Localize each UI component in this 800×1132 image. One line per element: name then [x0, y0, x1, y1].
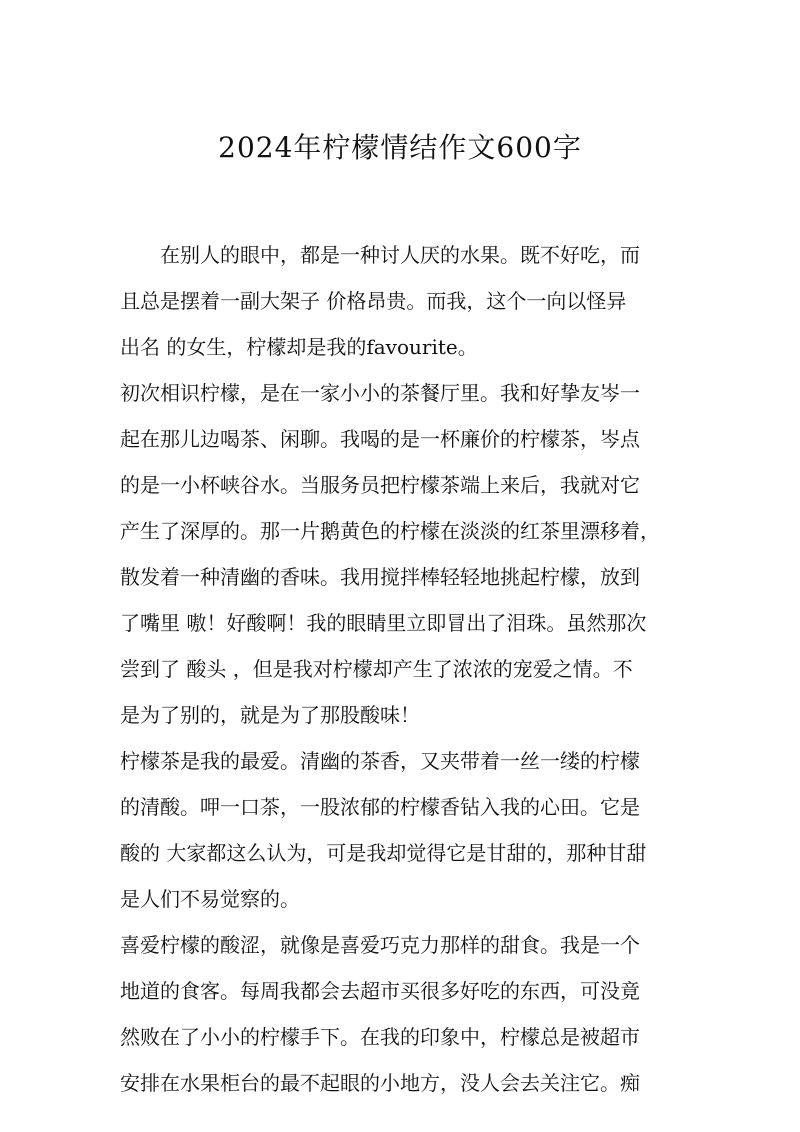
text-line: 然败在了小小的柠檬手下。在我的印象中，柠檬总是被超市 — [120, 1025, 640, 1049]
text-line: 的清酸。呷一口茶，一股浓郁的柠檬香钻入我的心田。它是 — [120, 795, 640, 819]
text-line: 是为了别的，就是为了那股酸味！ — [120, 703, 420, 727]
text-line: 的是一小杯峡谷水。当服务员把柠檬茶端上来后，我就对它 — [120, 473, 640, 497]
text-line: 出名 的女生，柠檬却是我的favourite。 — [120, 335, 478, 359]
document-body — [120, 232, 686, 1106]
text-line: 初次相识柠檬，是在一家小小的茶餐厅里。我和好挚友岑一 — [120, 381, 640, 405]
text-line: 散发着一种清幽的香味。我用搅拌棒轻轻地挑起柠檬，放到 — [120, 565, 640, 589]
text-line: 起在那儿边喝茶、闲聊。我喝的是一杯廉价的柠檬茶，岑点 — [120, 427, 640, 451]
text-line: 酸的 大家都这么认为，可是我却觉得它是甘甜的，那种甘甜 — [120, 841, 647, 865]
text-line: 在别人的眼中，都是一种讨人厌的水果。既不好吃，而 — [120, 243, 640, 267]
text-line: 且总是摆着一副大架子 价格昂贵。而我，这个一向以怪异 — [120, 289, 627, 313]
text-line: 产生了深厚的。那一片鹅黄色的柠檬在淡淡的红茶里漂移着， — [120, 519, 660, 543]
document-title: 2024年柠檬情结作文600字 — [218, 131, 582, 164]
text-line: 地道的食客。每周我都会去超市买很多好吃的东西，可没竟 — [120, 979, 640, 1003]
text-line: 尝到了 酸头 ，但是我对柠檬却产生了浓浓的宠爱之情。不 — [120, 657, 633, 681]
text-line: 柠檬茶是我的最爱。清幽的茶香，又夹带着一丝一缕的柠檬 — [120, 749, 640, 773]
text-line: 喜爱柠檬的酸涩，就像是喜爱巧克力那样的甜食。我是一个 — [120, 933, 640, 957]
text-line: 是人们不易觉察的。 — [120, 887, 300, 911]
text-line: 安排在水果柜台的最不起眼的小地方，没人会去关注它。痴 — [120, 1071, 640, 1095]
text-line: 了嘴里 嗷！好酸啊！我的眼睛里立即冒出了泪珠。虽然那次 — [120, 611, 647, 635]
